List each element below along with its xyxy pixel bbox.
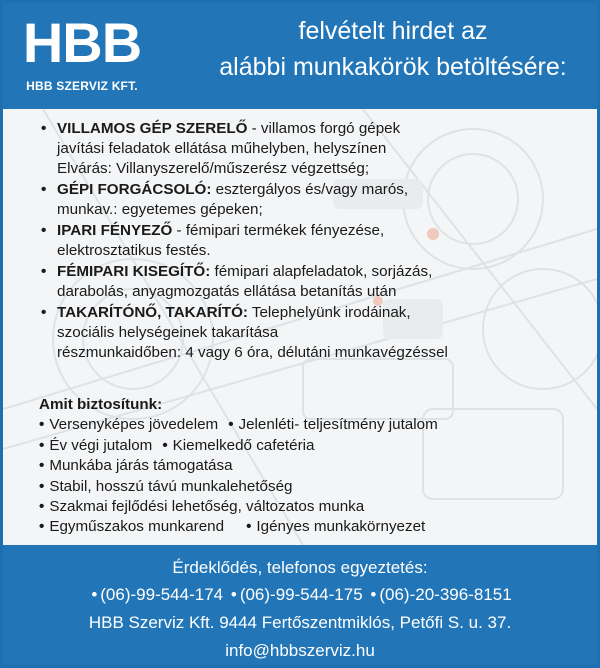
email-link[interactable]: info@hbbszerviz.hu [225,641,375,660]
job-position-item [39,303,589,363]
logo-letters: HBB [22,11,142,74]
position-desc: részmunkaidőben: 4 vagy 6 óra, délutáni munkavégzéssel [57,344,448,361]
position-title: IPARI FÉNYEZŐ [57,222,173,239]
position-desc: fémipari alapfeladatok, sorjázás, [210,263,433,280]
benefit-item: Munkába járás támogatása [49,457,233,475]
header-title-line2: alábbi munkakörök betöltésére: [219,53,567,81]
header-title-line1: felvételt hirdet az [298,17,488,45]
bullet: • [230,585,237,604]
logo-subtitle: HBB SZERVIZ KFT. [26,79,138,93]
bullet: • [39,457,45,475]
position-desc: Telephelyünk irodáinak, [247,304,411,321]
position-desc: esztergályos és/vagy marós, [211,181,409,198]
position-title: VILLAMOS GÉP SZERELŐ [57,120,248,137]
position-desc: - fémipari termékek fényezése, [172,222,385,239]
bullet: • [39,416,45,434]
position-desc: - villamos forgó gépek [247,120,401,137]
job-position-item [39,221,589,261]
bullet: • [41,181,47,198]
position-title: FÉMIPARI KISEGÍTŐ: [57,263,211,280]
bullet: • [41,263,47,280]
phone-number[interactable]: (06)-99-544-174 [100,585,224,604]
position-line [57,180,589,200]
position-line [57,221,589,241]
position-line [57,262,589,282]
bullet: • [162,436,168,454]
bullet: • [39,436,45,454]
bullet: • [41,222,47,239]
contact-footer [3,545,597,668]
position-desc: darabolás, anyagmozgatás ellátása betanítás után [57,283,397,300]
position-desc: elektrosztatikus festés. [57,242,211,259]
benefit-item: Kiemelkedő cafetéria [172,436,315,454]
position-line [57,303,589,323]
position-line [57,119,589,139]
bullet: • [39,477,45,495]
benefits-section [39,395,589,538]
benefit-item: Stabil, hosszú távú munkalehetőség [49,477,293,495]
bullet: • [246,518,252,536]
job-position-item [39,262,589,302]
bullet: • [228,416,234,434]
benefit-item: Egyműszakos munkarend [49,518,225,536]
phone-number[interactable]: (06)-20-396-8151 [379,585,512,604]
bullet: • [370,585,377,604]
benefit-item: Év végi jutalom [49,436,153,454]
position-desc: Elvárás: Villanyszerelő/műszerész végzettség; [57,160,370,177]
benefit-item: Versenyképes jövedelem [49,416,219,434]
job-position-item [39,119,589,179]
position-desc: munkav.: egyetemes gépeken; [57,201,263,218]
benefit-item: Szakmai fejlődési lehetőség, változatos munka [49,498,365,516]
benefit-row [39,477,589,497]
bullet: • [39,518,45,536]
job-position-item [39,180,589,220]
bullet: • [39,498,45,516]
phone-number[interactable]: (06)-99-544-175 [239,585,363,604]
benefit-row [39,415,589,435]
benefits-title: Amit biztosítunk: [39,396,163,413]
bullet: • [91,585,98,604]
benefit-row [39,497,589,517]
position-desc: javítási feladatok ellátása műhelyben, helyszínen [57,140,387,157]
benefit-row [39,517,589,537]
phone-numbers [3,581,597,609]
hbb-logo [17,11,147,97]
bullet: • [41,120,47,137]
position-title: GÉPI FORGÁCSOLÓ: [57,181,212,198]
bullet: • [41,304,47,321]
job-positions-list [39,119,589,364]
header-title [198,13,588,85]
benefit-item: Jelenléti- teljesítmény jutalom [238,416,438,434]
benefit-row [39,436,589,456]
position-title: TAKARÍTÓNŐ, TAKARÍTÓ: [57,304,248,321]
position-desc: szociális helységeinek takarítása [57,324,279,341]
benefit-item: Igényes munkakörnyezet [256,518,426,536]
header-banner [3,3,597,109]
company-address: HBB Szerviz Kft. 9444 Fertőszentmiklós, Petőfi S. u. 37. [88,613,512,632]
benefit-row [39,456,589,476]
inquiry-text: Érdeklődés, telefonos egyeztetés: [172,558,428,577]
